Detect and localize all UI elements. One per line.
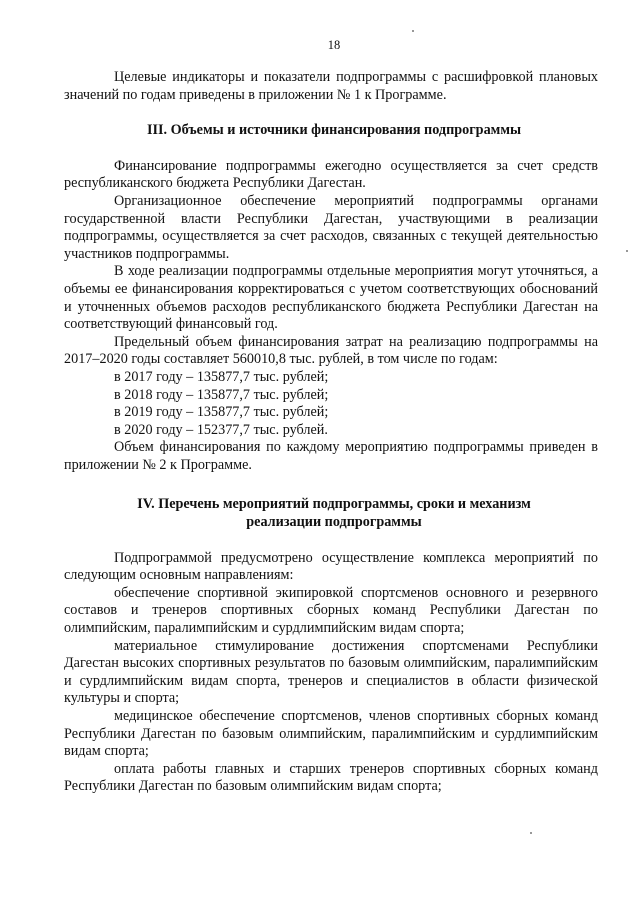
paragraph: медицинское обеспечение спортсменов, членов спортивных сборных команд Республики Дагестан по базовым олимпийским, паралимпийским и сурдлимпийским видам спорта; [64, 708, 598, 760]
section-3-heading: III. Объемы и источники финансирования подпрограммы [146, 122, 522, 139]
year-amount-2020: в 2020 году – 152377,7 тыс. рублей. [114, 421, 328, 438]
paragraph: Подпрограммой предусмотрено осуществление комплекса мероприятий по следующим основным направлениям: [64, 549, 598, 584]
paragraph: Предельный объем финансирования затрат на реализацию подпрограммы на 2017–2020 годы составляет 560010,8 тыс. рублей, в том числе по годам: [64, 333, 598, 368]
scan-speck [412, 30, 414, 32]
section-4-heading-line-2: реализации подпрограммы [246, 514, 422, 531]
scan-speck [626, 250, 628, 252]
paragraph: Организационное обеспечение мероприятий подпрограммы органами государственной власти Республики Дагестан, участвующими в реализации подпрограммы, осуществляется за счет расходов, связанных с текущей деятельностью участников подпрограммы. [64, 192, 598, 262]
page-number: 18 [327, 38, 341, 52]
year-amount-2017: в 2017 году – 135877,7 тыс. рублей; [114, 368, 329, 385]
section-3-body [64, 158, 598, 475]
scan-speck [530, 832, 532, 834]
paragraph: обеспечение спортивной экипировкой спортсменов основного и резервного составов и тренеров спортивных сборных команд Республики Дагестан по олимпийским, паралимпийским и сурдлимпийским видам спорта; [64, 584, 598, 637]
intro-paragraph: Целевые индикаторы и показатели подпрограммы с расшифровкой плановых значений по годам приведены в приложении № 1 к Программе. [64, 69, 598, 103]
year-amount-2018: в 2018 году – 135877,7 тыс. рублей; [114, 386, 329, 403]
paragraph: В ходе реализации подпрограммы отдельные мероприятия могут уточняться, а объемы ее финансирования корректироваться с учетом соответствующих обоснований и уточненных объемов расходов республиканского бюджета Республики Дагестан на соответствующий финансовый год. [64, 263, 598, 333]
year-amount-2019: в 2019 году – 135877,7 тыс. рублей; [114, 404, 329, 421]
paragraph: Объем финансирования по каждому мероприятию подпрограммы приведен в приложении № 2 к Программе. [64, 439, 598, 473]
section-4-body [64, 550, 598, 796]
paragraph: Финансирование подпрограммы ежегодно осуществляется за счет средств республиканского бюджета Республики Дагестан. [64, 157, 598, 192]
section-4-heading-line-1: IV. Перечень мероприятий подпрограммы, сроки и механизм [137, 496, 531, 513]
paragraph: материальное стимулирование достижения спортсменами Республики Дагестан высоких спортивных результатов по базовым олимпийским, паралимпийским и сурдлимпийским видам спорта, тренеров и специалистов в области физической культуры и спорта; [64, 637, 598, 707]
paragraph: оплата работы главных и старших тренеров спортивных сборных команд Республики Дагестан по базовым олимпийским видам спорта; [64, 760, 598, 795]
